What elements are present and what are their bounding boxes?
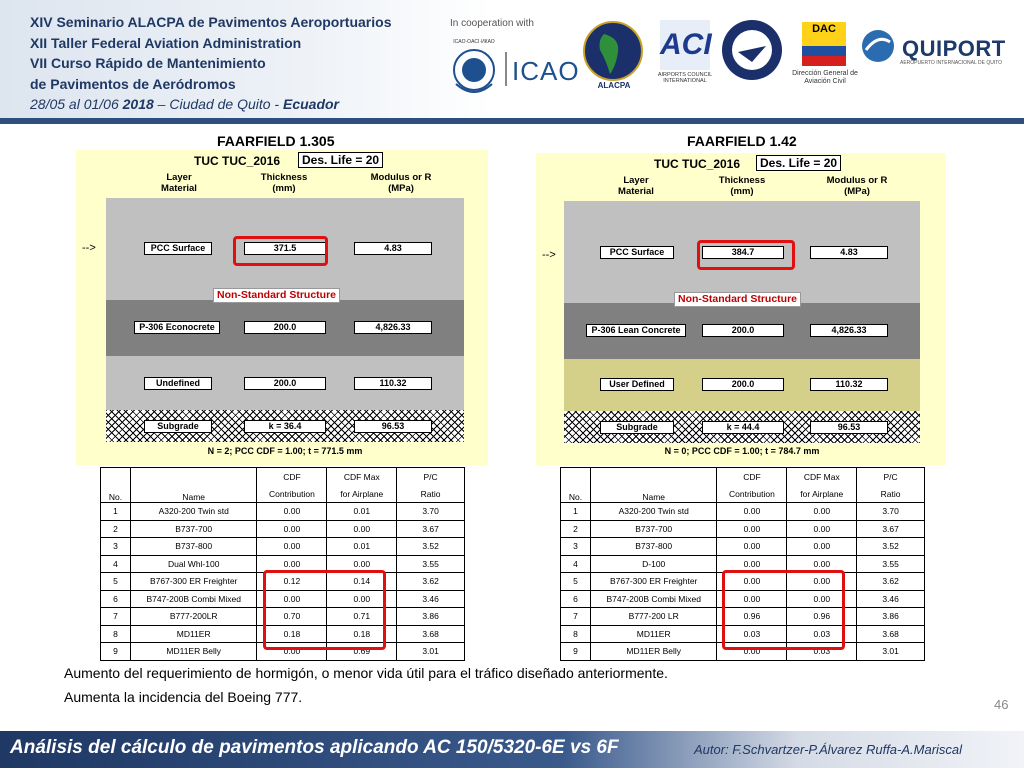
right-cell-pc: 3.67	[857, 520, 925, 538]
dac-logo: DAC	[802, 22, 846, 36]
cooperation-label: In cooperation with	[450, 18, 534, 29]
quiport-subtitle: AEROPUERTO INTERNACIONAL DE QUITO	[900, 60, 1003, 66]
quiport-wordmark: QUIPORT	[902, 36, 1006, 61]
alacpa-label: ALACPA	[597, 81, 631, 90]
left-cell-name: A320-200 Twin std	[130, 503, 257, 521]
left-cell-cdfmax: 0.71	[327, 608, 397, 626]
left-cell-name: B777-200LR	[130, 608, 257, 626]
right-cell-cdf: 0.00	[717, 555, 787, 573]
alacpa-globe-icon	[582, 20, 644, 82]
faa-seal-icon	[720, 18, 784, 82]
right-layer1-thickness[interactable]: 384.7	[702, 246, 784, 259]
left-col-modulus: Modulus or R (MPa)	[370, 172, 432, 194]
right-th-contribution: Contribution	[717, 485, 787, 503]
right-cell-cdf: 0.96	[717, 608, 787, 626]
left-layer3-thickness[interactable]: 200.0	[244, 377, 326, 390]
right-cell-name: A320-200 Twin std	[590, 503, 717, 521]
right-cell-cdfmax: 0.00	[787, 590, 857, 608]
left-cell-cdfmax: 0.18	[327, 625, 397, 643]
left-cell-cdfmax: 0.01	[327, 538, 397, 556]
left-th-cdfmax: CDF Max	[327, 468, 397, 486]
right-cell-pc: 3.62	[857, 573, 925, 591]
quiport-emblem-icon	[860, 28, 896, 64]
right-cell-cdf: 0.00	[717, 520, 787, 538]
right-cell-cdf: 0.00	[717, 538, 787, 556]
right-col-layer: Layer Material	[618, 175, 654, 197]
left-cell-no: 5	[101, 573, 131, 591]
right-tuc-label: TUC TUC_2016	[654, 157, 741, 171]
right-cell-name: B737-800	[590, 538, 717, 556]
right-th-pc: P/C	[857, 468, 925, 486]
left-table-row	[101, 503, 465, 521]
left-th-no: No.	[101, 468, 131, 503]
right-cell-cdfmax: 0.03	[787, 625, 857, 643]
right-cell-no: 6	[561, 590, 591, 608]
right-cell-cdfmax: 0.00	[787, 503, 857, 521]
left-th-ratio: Ratio	[397, 485, 465, 503]
right-col-thickness: Thickness (mm)	[718, 175, 766, 197]
date-country: Ecuador	[282, 96, 339, 112]
right-layer1-name[interactable]: PCC Surface	[600, 246, 674, 259]
left-cell-cdf: 0.00	[257, 643, 327, 661]
left-layer3-modulus[interactable]: 110.32	[354, 377, 432, 390]
right-layer4-modulus[interactable]: 96.53	[810, 421, 888, 434]
aci-logo: ACI	[660, 20, 710, 70]
right-cell-pc: 3.01	[857, 643, 925, 661]
right-cell-cdfmax: 0.00	[787, 538, 857, 556]
right-cell-no: 8	[561, 625, 591, 643]
left-cell-cdf: 0.18	[257, 625, 327, 643]
seminar-line-2: XII Taller Federal Aviation Administration	[30, 34, 302, 51]
left-layer3-name[interactable]: Undefined	[144, 377, 212, 390]
page-number: 46	[994, 697, 1009, 712]
right-cdf-highlight	[722, 570, 845, 650]
right-cell-cdf: 0.00	[717, 503, 787, 521]
right-cell-name: B747-200B Combi Mixed	[590, 590, 717, 608]
right-cell-pc: 3.55	[857, 555, 925, 573]
left-version-title: FAARFIELD 1.305	[217, 133, 335, 149]
left-cell-name: Dual Whl-100	[130, 555, 257, 573]
right-cell-no: 9	[561, 643, 591, 661]
left-cell-name: B737-800	[130, 538, 257, 556]
left-cell-pc: 3.01	[397, 643, 465, 661]
dac-flag-icon	[802, 36, 846, 66]
right-arrow: -->	[542, 249, 556, 261]
right-cell-no: 5	[561, 573, 591, 591]
left-cell-cdfmax: 0.00	[327, 555, 397, 573]
left-cell-cdf: 0.00	[257, 590, 327, 608]
right-cell-pc: 3.52	[857, 538, 925, 556]
right-cell-cdf: 0.00	[717, 573, 787, 591]
icao-divider	[505, 52, 507, 86]
right-layer4-name[interactable]: Subgrade	[600, 421, 674, 434]
left-cell-pc: 3.67	[397, 520, 465, 538]
left-cell-no: 1	[101, 503, 131, 521]
right-cell-no: 2	[561, 520, 591, 538]
left-cell-name: B767-300 ER Freighter	[130, 573, 257, 591]
right-cell-no: 1	[561, 503, 591, 521]
left-cell-pc: 3.55	[397, 555, 465, 573]
right-cell-no: 3	[561, 538, 591, 556]
right-cell-cdf: 0.00	[717, 643, 787, 661]
right-th-ratio: Ratio	[857, 485, 925, 503]
right-layer4-thickness[interactable]: k = 44.4	[702, 421, 784, 434]
right-table-row	[561, 520, 925, 538]
left-th-forairplane: for Airplane	[327, 485, 397, 503]
left-cell-name: B747-200B Combi Mixed	[130, 590, 257, 608]
left-cell-name: MD11ER	[130, 625, 257, 643]
left-cell-no: 4	[101, 555, 131, 573]
left-layer2-thickness[interactable]: 200.0	[244, 321, 326, 334]
date-year: 2018	[122, 96, 154, 112]
left-summary: N = 2; PCC CDF = 1.00; t = 771.5 mm	[207, 446, 363, 456]
right-cell-cdf: 0.00	[717, 590, 787, 608]
footer-author: Autor: F.Schvartzer-P.Álvarez Ruffa-A.Mariscal	[694, 742, 963, 757]
seminar-line-1: XIV Seminario ALACPA de Pavimentos Aeroportuarios	[30, 14, 392, 30]
left-cell-pc: 3.68	[397, 625, 465, 643]
left-cell-pc: 3.62	[397, 573, 465, 591]
icao-wordmark: ICAO	[512, 56, 580, 86]
seminar-line-4: de Pavimentos de Aeródromos	[30, 75, 236, 92]
left-cell-pc: 3.86	[397, 608, 465, 626]
right-table-row	[561, 538, 925, 556]
left-cell-pc: 3.70	[397, 503, 465, 521]
date-range: 28/05 al 01/06	[30, 96, 123, 112]
left-layer4-thickness[interactable]: k = 36.4	[244, 420, 326, 433]
left-cell-cdfmax: 0.69	[327, 643, 397, 661]
left-col-thickness: Thickness (mm)	[260, 172, 308, 194]
left-layer1-name[interactable]: PCC Surface	[144, 242, 212, 255]
icao-small-text: ICAO·OACI·ИКАО	[453, 39, 495, 45]
left-cell-no: 8	[101, 625, 131, 643]
right-layer2-modulus[interactable]: 4,826.33	[810, 324, 888, 337]
right-design-life: Des. Life = 20	[756, 155, 841, 171]
right-layer2-name[interactable]: P-306 Lean Concrete	[586, 324, 686, 337]
right-cell-name: MD11ER	[590, 625, 717, 643]
left-table-row	[101, 538, 465, 556]
left-cell-pc: 3.46	[397, 590, 465, 608]
left-layer1-thickness[interactable]: 371.5	[244, 242, 326, 255]
left-tuc-label: TUC TUC_2016	[194, 154, 281, 168]
left-design-life: Des. Life = 20	[298, 152, 383, 168]
footer-title: Análisis del cálculo de pavimentos aplicando AC 150/5320-6E vs 6F	[10, 737, 619, 758]
left-cell-pc: 3.52	[397, 538, 465, 556]
right-cell-cdfmax: 0.00	[787, 520, 857, 538]
left-cell-no: 7	[101, 608, 131, 626]
left-th-cdf: CDF	[257, 468, 327, 486]
right-th-cdfmax: CDF Max	[787, 468, 857, 486]
left-th-pc: P/C	[397, 468, 465, 486]
left-cell-no: 3	[101, 538, 131, 556]
aci-subtitle: AIRPORTS COUNCIL INTERNATIONAL	[657, 72, 713, 84]
right-table-row	[561, 503, 925, 521]
seminar-line-3: VII Curso Rápido de Mantenimiento	[30, 55, 266, 71]
right-layer2-thickness[interactable]: 200.0	[702, 324, 784, 337]
right-cell-name: MD11ER Belly	[590, 643, 717, 661]
left-nonstandard-label: Non-Standard Structure	[213, 288, 340, 303]
left-layer1-modulus[interactable]: 4.83	[354, 242, 432, 255]
right-layer3-name[interactable]: User Defined	[600, 378, 674, 391]
left-cell-cdf: 0.00	[257, 503, 327, 521]
right-cell-cdfmax: 0.96	[787, 608, 857, 626]
right-layer3-modulus[interactable]: 110.32	[810, 378, 888, 391]
right-th-forairplane: for Airplane	[787, 485, 857, 503]
right-col-modulus: Modulus or R (MPa)	[826, 175, 888, 197]
right-cell-name: B767-300 ER Freighter	[590, 573, 717, 591]
left-thickness-highlight	[233, 236, 328, 266]
seminar-info	[30, 12, 391, 115]
right-cell-cdfmax: 0.00	[787, 555, 857, 573]
caption-line-1: Aumento del requerimiento de hormigón, o menor vida útil para el tráfico diseñado anteriormente.	[64, 665, 668, 681]
left-cell-name: B737-700	[130, 520, 257, 538]
header-divider	[0, 118, 1024, 124]
right-cell-cdf: 0.03	[717, 625, 787, 643]
left-layer2-name[interactable]: P-306 Econocrete	[134, 321, 220, 334]
left-cell-cdf: 0.70	[257, 608, 327, 626]
right-th-cdf: CDF	[717, 468, 787, 486]
right-summary: N = 0; PCC CDF = 1.00; t = 784.7 mm	[664, 446, 820, 456]
right-structure-panel	[536, 153, 946, 465]
left-cell-cdf: 0.00	[257, 520, 327, 538]
left-table-row	[101, 520, 465, 538]
right-cell-no: 4	[561, 555, 591, 573]
icao-emblem-icon	[446, 44, 502, 100]
right-nonstandard-label: Non-Standard Structure	[674, 292, 801, 307]
left-structure-panel	[76, 150, 488, 465]
left-layer4-name[interactable]: Subgrade	[144, 420, 212, 433]
date-city: – Ciudad de Quito -	[153, 96, 283, 112]
left-cell-cdfmax: 0.00	[327, 520, 397, 538]
left-cell-cdf: 0.00	[257, 538, 327, 556]
right-cell-name: B777-200 LR	[590, 608, 717, 626]
left-cell-cdfmax: 0.14	[327, 573, 397, 591]
left-th-name: Name	[130, 468, 257, 503]
left-layer2-modulus[interactable]: 4,826.33	[354, 321, 432, 334]
left-th-contribution: Contribution	[257, 485, 327, 503]
right-version-title: FAARFIELD 1.42	[687, 133, 797, 149]
left-col-layer: Layer Material	[161, 172, 197, 194]
right-cell-pc: 3.70	[857, 503, 925, 521]
left-layer4-modulus[interactable]: 96.53	[354, 420, 432, 433]
left-cdf-highlight	[263, 570, 386, 650]
left-cell-cdf: 0.00	[257, 555, 327, 573]
left-cell-no: 9	[101, 643, 131, 661]
right-cell-pc: 3.46	[857, 590, 925, 608]
left-cell-no: 2	[101, 520, 131, 538]
right-cell-pc: 3.86	[857, 608, 925, 626]
caption-line-2: Aumenta la incidencia del Boeing 777.	[64, 689, 303, 705]
right-cell-no: 7	[561, 608, 591, 626]
right-th-name: Name	[590, 468, 717, 503]
right-th-no: No.	[561, 468, 591, 503]
right-cell-name: D-100	[590, 555, 717, 573]
right-thickness-highlight	[697, 240, 795, 270]
right-cell-cdfmax: 0.00	[787, 573, 857, 591]
seminar-date	[30, 94, 391, 115]
dac-subtitle: Dirección General de Aviación Civil	[792, 70, 858, 85]
right-cell-pc: 3.68	[857, 625, 925, 643]
left-cell-cdfmax: 0.01	[327, 503, 397, 521]
left-cell-no: 6	[101, 590, 131, 608]
right-cell-cdfmax: 0.03	[787, 643, 857, 661]
right-layer1-modulus[interactable]: 4.83	[810, 246, 888, 259]
right-layer3-thickness[interactable]: 200.0	[702, 378, 784, 391]
left-cell-cdf: 0.12	[257, 573, 327, 591]
left-cell-cdfmax: 0.00	[327, 590, 397, 608]
left-cell-name: MD11ER Belly	[130, 643, 257, 661]
right-cell-name: B737-700	[590, 520, 717, 538]
left-arrow: -->	[82, 242, 96, 254]
